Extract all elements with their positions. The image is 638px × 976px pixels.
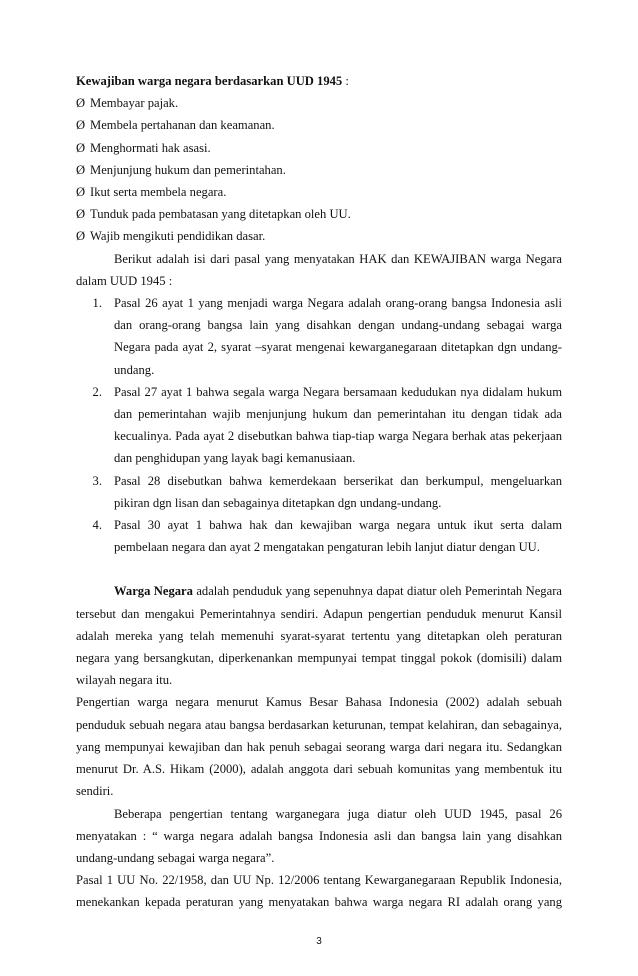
list-item: [76, 203, 562, 225]
list-item-text: Membayar pajak.: [90, 96, 179, 111]
definition-term: Warga Negara: [114, 584, 193, 599]
intro-paragraph: Berikut adalah isi dari pasal yang menyatakan HAK dan KEWAJIBAN warga Negara dalam UUD 1945 :: [76, 251, 562, 288]
section-heading-bold: Kewajiban warga negara berdasarkan UUD 1945: [76, 74, 343, 88]
bullet-arrow-icon: Ø: [76, 140, 86, 155]
list-item: [76, 114, 562, 136]
articles-list: [76, 292, 562, 558]
bullet-arrow-icon: Ø: [76, 96, 86, 111]
uud-paragraph: Beberapa pengertian tentang warganegara juga diatur oleh UUD 1945, pasal 26 menyatakan : “ warga negara adalah bangsa Indonesia asli dan bangsa lain yang disahkan undang-undang sebagai warga negara”.: [76, 806, 562, 865]
definition-paragraph: [76, 580, 562, 691]
list-item-text: Menjunjung hukum dan pemerintahan.: [90, 162, 286, 177]
list-item: [76, 292, 562, 381]
page-number: 3: [316, 936, 322, 947]
list-item-number: 4.: [92, 518, 102, 533]
list-item-text: Ikut serta membela negara.: [90, 185, 227, 200]
list-item-number: 3.: [92, 473, 102, 488]
list-item: [76, 381, 562, 470]
kbbi-paragraph: Pengertian warga negara menurut Kamus Besar Bahasa Indonesia (2002) adalah sebuah penduduk sebuah negara atau bangsa berdasarkan keturunan, tempat kelahiran, dan sebagainya, yang mempunyai kewajiban dan hak penuh sebagai seorang warga dari negara itu. Sedangkan menurut Dr. A.S. Hikam (2000), adalah anggota dari sebuah komunitas yang membentuk itu sendiri.: [76, 695, 562, 799]
list-item: [76, 92, 562, 114]
list-item-text: Pasal 28 disebutkan bahwa kemerdekaan berserikat dan berkumpul, mengeluarkan pikiran dgn lisan dan sebagainya ditetapkan dgn undang-undang.: [114, 473, 562, 510]
list-item-text: Tunduk pada pembatasan yang ditetapkan oleh UU.: [90, 207, 351, 222]
list-item: [76, 181, 562, 203]
uu-paragraph: Pasal 1 UU No. 22/1958, dan UU Np. 12/2006 tentang Kewarganegaraan Republik Indonesia, menekankan kepada peraturan yang menyatakan bahwa warga negara RI adalah orang yang: [76, 873, 562, 910]
bullet-arrow-icon: Ø: [76, 118, 86, 133]
bullet-arrow-icon: Ø: [76, 162, 86, 177]
list-item-number: 1.: [92, 296, 102, 311]
list-item: [76, 225, 562, 247]
bullet-arrow-icon: Ø: [76, 207, 86, 222]
list-item: [76, 137, 562, 159]
list-item-text: Pasal 26 ayat 1 yang menjadi warga Negara adalah orang-orang bangsa Indonesia asli dan orang-orang bangsa lain yang disahkan dengan undang-undang sebagai warga Negara pada ayat 2, syarat –syarat mengenai kewarganegaraan ditetapkan dgn undang-undang.: [114, 296, 562, 377]
section-heading-suffix: :: [342, 74, 349, 88]
list-item-text: Membela pertahanan dan keamanan.: [90, 118, 275, 133]
list-item-number: 2.: [92, 384, 102, 399]
list-item: [76, 514, 562, 558]
definition-text: adalah penduduk yang sepenuhnya dapat diatur oleh Pemerintah Negara tersebut dan mengakui Pemerintahnya sendiri. Adapun pengertian penduduk menurut Kansil adalah mereka yang telah memenuhi syarat-syarat tertentu yang ditetapkan oleh peraturan negara yang bersangkutan, diperkenankan mempunyai tempat tinggal pokok (domisili) dalam wilayah negara itu.: [76, 584, 562, 688]
list-item-text: Pasal 30 ayat 1 bahwa hak dan kewajiban warga negara untuk ikut serta dalam pembelaan negara dan ayat 2 mengatakan pengaturan lebih lanjut diatur dengan UU.: [114, 518, 562, 555]
section-heading: [76, 70, 562, 92]
bullet-arrow-icon: Ø: [76, 185, 86, 200]
list-item-text: Pasal 27 ayat 1 bahwa segala warga Negara bersamaan kedudukan nya didalam hukum dan pemerintahan wajib menjunjung hukum dan pemerintahan itu dengan tidak ada kecualinya. Pada ayat 2 disebutkan bahwa tiap-tiap warga Negara berhak atas pekerjaan dan penghidupan yang layak bagi kemanusiaan.: [114, 384, 562, 466]
list-item: [76, 470, 562, 514]
list-item: [76, 159, 562, 181]
bullet-arrow-icon: Ø: [76, 229, 86, 244]
obligations-list: [76, 92, 562, 247]
document-page: [76, 70, 562, 914]
list-item-text: Wajib mengikuti pendidikan dasar.: [90, 229, 266, 244]
list-item-text: Menghormati hak asasi.: [90, 140, 211, 155]
spacer: [76, 558, 562, 580]
